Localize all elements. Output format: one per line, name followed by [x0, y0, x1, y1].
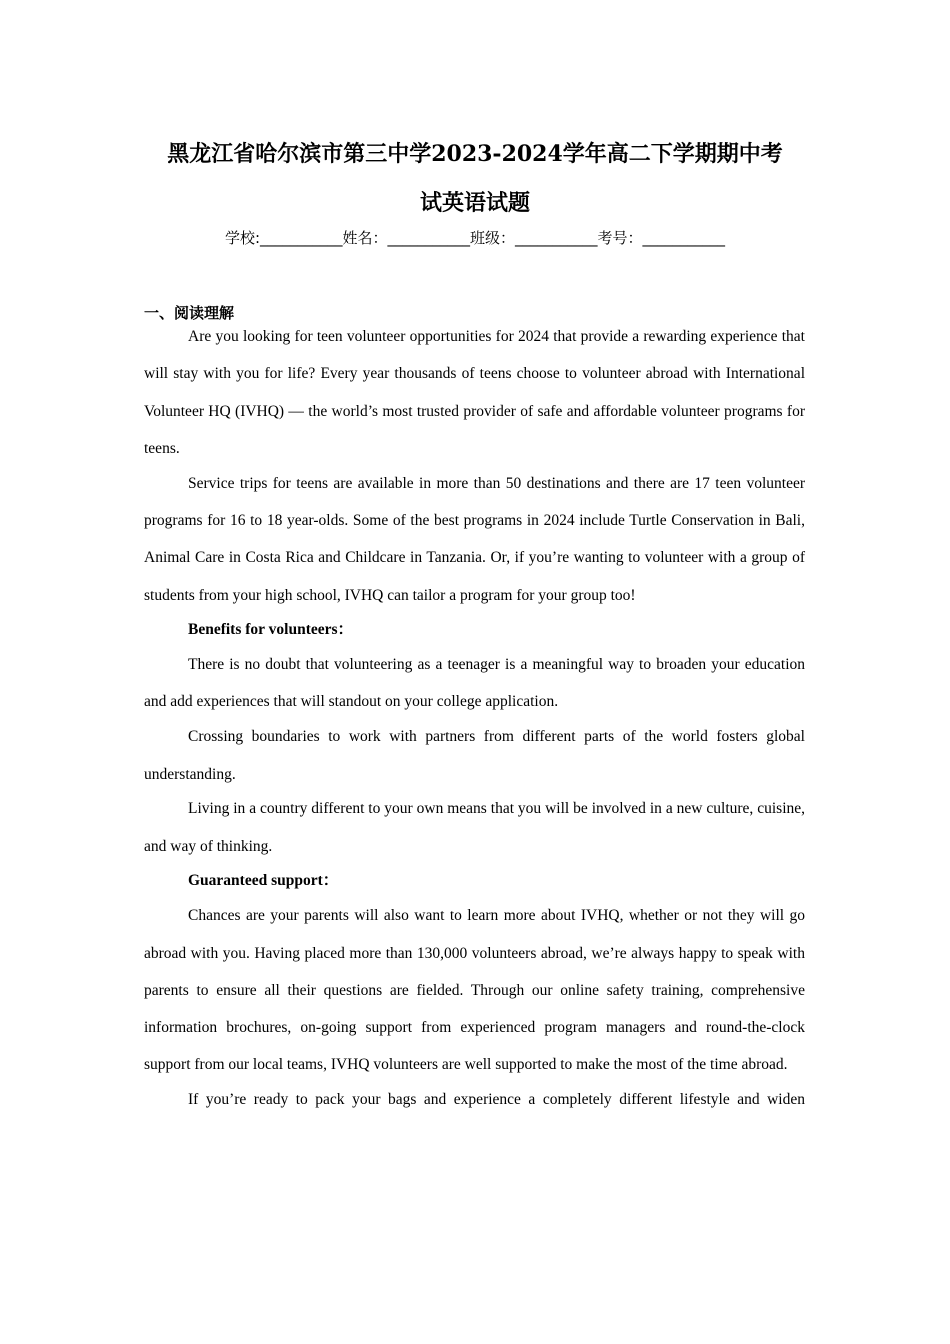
section-heading-reading: 一、阅读理解	[144, 304, 235, 322]
paragraph-support: Chances are your parents will also want to learn more about IVHQ, whether or not they will go abroad with you. Having placed more than 130,000 volunteers abroad, we’re always happy to speak with parents to ensure all their questions are fielded. Through our online safety training, comprehensive information brochures, on-going support from experienced program managers and round-the-clock support from our local teams, IVHQ volunteers are well supported to make the most of the time abroad.	[144, 907, 805, 1074]
paragraph-benefit-education: There is no doubt that volunteering as a teenager is a meaningful way to broaden your education and add experiences that will standout on your college application.	[144, 656, 805, 711]
exam-title-line-1: 黑龙江省哈尔滨市第三中学2023-2024学年高二下学期期中考	[167, 141, 783, 167]
paragraph-service-trips: Service trips for teens are available in more than 50 destinations and there are 17 teen volunteer programs for 16 to 18 year-olds. Some of the best programs in 2024 include Turtle Conservation in Bali, Animal Care in Costa Rica and Childcare in Tanzania. Or, if you’re wanting to volunteer with a group of students from your high school, IVHQ can tailor a program for your group too!	[144, 474, 805, 604]
exam-title-line-2: 试英语试题	[419, 190, 530, 216]
subheading-support: Guaranteed support：	[188, 872, 339, 890]
subheading-benefits: Benefits for volunteers：	[188, 621, 354, 639]
paragraph-closing: If you’re ready to pack your bags and experience a completely different lifestyle and widen	[188, 1091, 805, 1109]
paragraph-intro: Are you looking for teen volunteer opportunities for 2024 that provide a rewarding experience that will stay with you for life? Every year thousands of teens choose to volunteer abroad with International Volunteer HQ (IVHQ) — the world’s most trusted provider of safe and affordable volunteer programs for teens.	[144, 328, 805, 457]
paragraph-benefit-culture: Living in a country different to your own means that you will be involved in a new culture, cuisine, and way of thinking.	[144, 800, 805, 855]
paragraph-benefit-understanding: Crossing boundaries to work with partners from different parts of the world fosters global understanding.	[144, 728, 805, 783]
student-info-line: 学校:___________姓名：___________班级：___________考号：___________	[224, 229, 726, 247]
reading-passage	[144, 318, 805, 1116]
